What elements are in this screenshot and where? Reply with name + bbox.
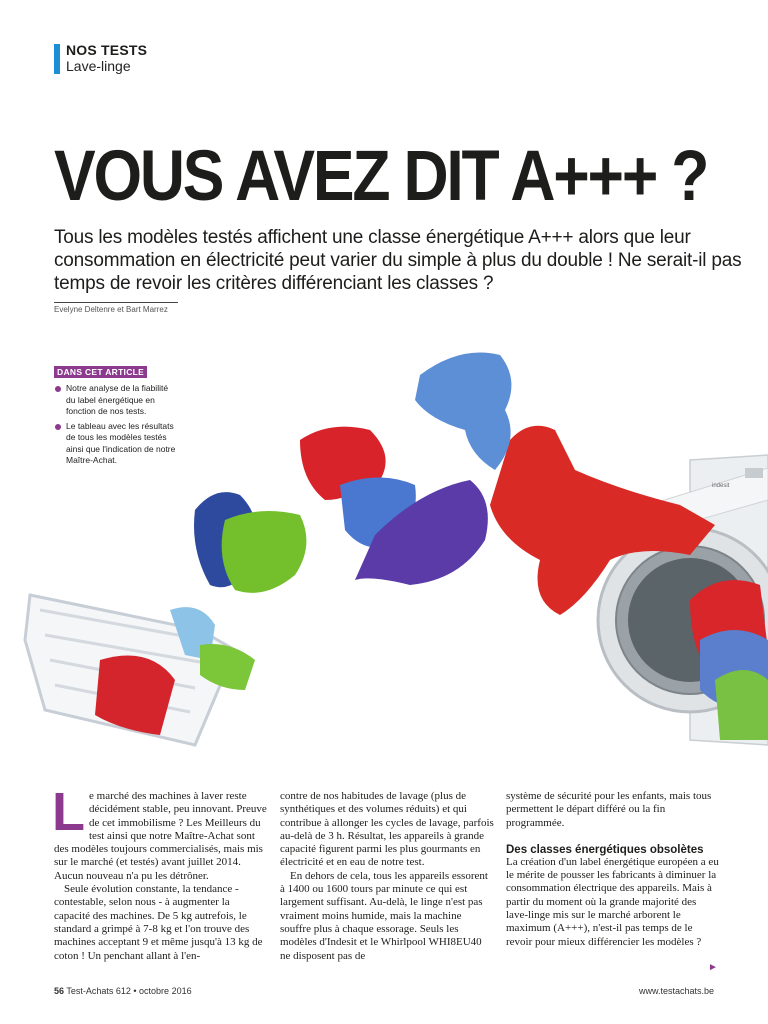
body-column-1	[52, 782, 268, 963]
footer-left	[54, 986, 192, 996]
section-title: NOS TESTS	[66, 42, 148, 58]
section-subhead: Des classes énergétiques obsolètes	[506, 843, 704, 856]
laundry-basket	[25, 595, 255, 745]
body-paragraph: Seule évolution constante, la tendance - contestable, selon nous - à augmenter la capacité des machines. De 5 kg autrefois, le standard a grimpé à 7-8 kg et l'on trouve des machines acceptant 9 et même jusqu'à 13 kg de coton ! Un penchant allant à l'en-	[54, 883, 263, 962]
authors-rule	[54, 302, 178, 303]
body-paragraph: système de sécurité pour les enfants, mais tous permettent le départ différé ou la fin programmée.	[506, 790, 712, 829]
footer-url: www.testachats.be	[638, 986, 714, 996]
body-paragraph: La création d'un label énergétique européen a eu le mérite de pousser les fabricants à diminuer la consommation électrique des appareils. Mais à partir du moment où la grande majorité des lave-linge mis sur le marché arborent le maximum (A+++), n'est-il pas temps de le revoir pour mieux différencier les modèles ?	[506, 855, 719, 948]
box-title: DANS CET ARTICLE	[54, 366, 147, 378]
intro-text: Tous les modèles testés affichent une classe énergétique A+++ alors que leur consommation en électricité peut varier du simple à plus du double ! Ne serait-il pas temps de revoir les critères différenciant les classes ?	[54, 227, 742, 294]
box-item-text: Le tableau avec les résultats de tous les modèles testés ainsi que l'indication de notre Maître-Achat.	[66, 420, 176, 465]
dropcap: L	[52, 782, 85, 842]
body-paragraph: e marché des machines à laver reste décidément stable, peu innovant. Preuve de cet immobilisme ? Les Meilleurs du test ainsi que notre Maître-Achat sont des modèles toujours commercialisés, mais mis sur le marché (et testés) avant juillet 2014. Aucun nouveau n'a pu les détrôner.	[54, 790, 267, 882]
body-paragraph: En dehors de cela, tous les appareils essorent à 1400 ou 1600 tours par minute ce qui est largement suffisant. Au-delà, le linge n'est pas vraiment moins humide, mais la machine souffre plus à chaque essorage. Seuls les modèles d'Indesit et le Whirlpool WHI8EU40 ne disposent pas de	[280, 869, 488, 962]
headline: VOUS AVEZ DIT A+++ ?	[54, 137, 708, 216]
laundry-illustration	[0, 330, 768, 750]
section-subtitle: Lave-linge	[66, 58, 131, 74]
authors: Evelyne Deltenre et Bart Marrez	[54, 305, 168, 314]
body-column-2	[280, 790, 494, 963]
body-column-3	[506, 790, 720, 949]
body-paragraph: contre de nos habitudes de lavage (plus de synthétiques et des volumes réduits) et qui contribue à allonger les cycles de lavage, parfois au-delà de 3 h. Résultat, les appareils à grande capacité figurent parmi les plus gourmants en électricité et en eau de notre test.	[280, 790, 494, 869]
box-item-text: Notre analyse de la fiabilité du label énergétique en fonction de nos tests.	[66, 383, 169, 416]
machine-brand-label: indesit	[712, 483, 730, 489]
section-marker	[54, 44, 60, 74]
page-number: 56	[54, 986, 65, 996]
magazine-issue: Test-Achats 612 • octobre 2016	[66, 986, 192, 996]
continue-arrow-icon: ►	[708, 962, 718, 973]
